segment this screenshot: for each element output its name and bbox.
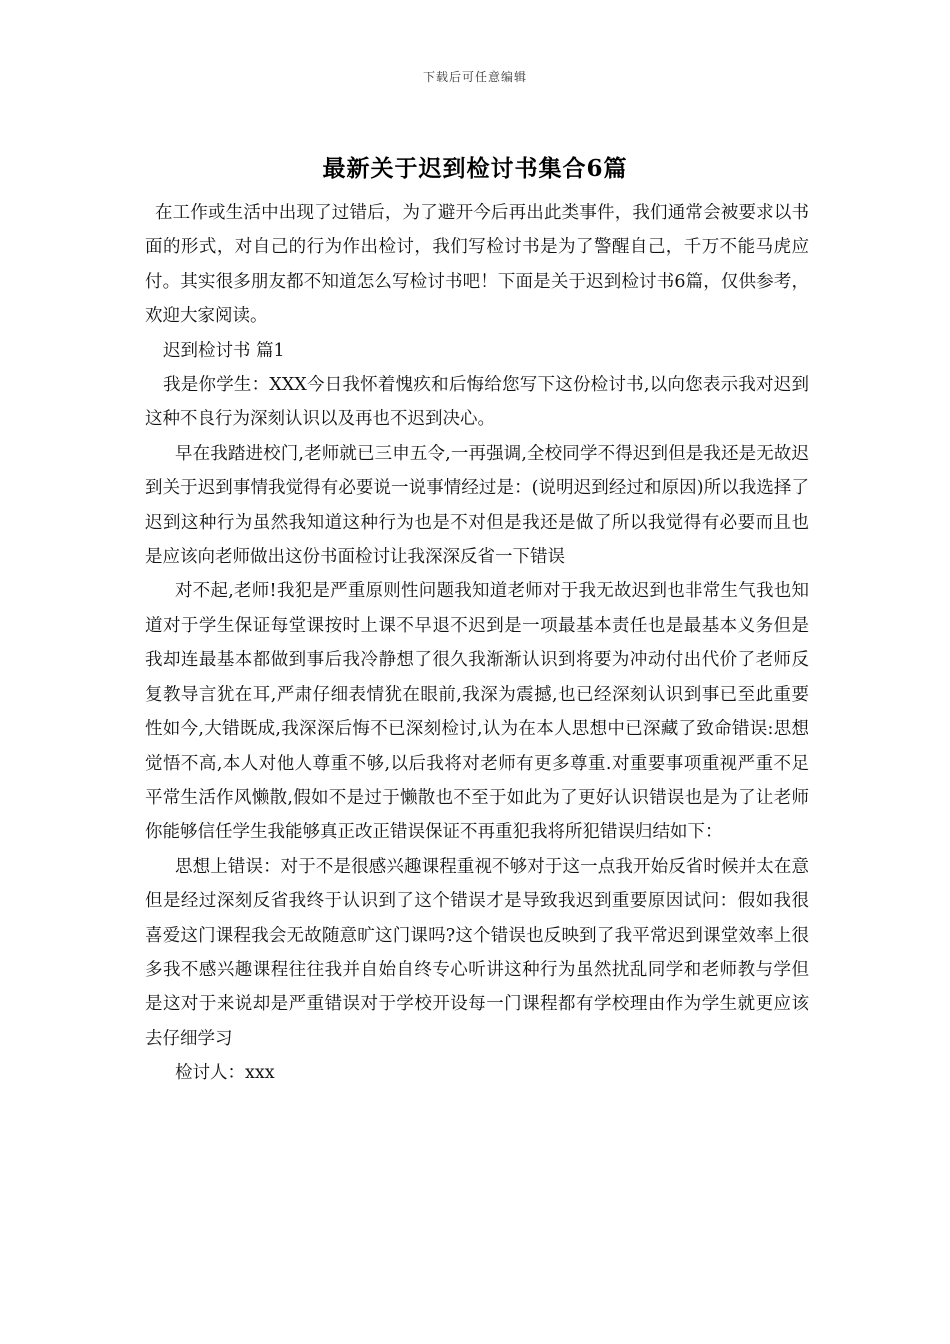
intro-paragraph: 在工作或生活中出现了过错后，为了避开今后再出此类事件，我们通常会被要求以书面的形式，对自己的行为作出检讨，我们写检讨书是为了警醒自己，千万不能马虎应付。其实很多朋友都不知道怎么写检讨书吧！下面是关于迟到检讨书6篇，仅供参考，欢迎大家阅读。 xyxy=(145,203,809,327)
signature: 检讨人：xxx xyxy=(175,1063,275,1084)
paragraph-1: 我是你学生：XXX今日我怀着愧疚和后悔给您写下这份检讨书,以向您表示我对迟到这种不良行为深刻认识以及再也不迟到决心。 xyxy=(145,375,809,430)
section-heading: 迟到检讨书 篇1 xyxy=(163,340,285,361)
document-title: 最新关于迟到检讨书集合6篇 xyxy=(322,155,628,182)
paragraph-4: 思想上错误：对于不是很感兴趣课程重视不够对于这一点我开始反省时候并太在意但是经过深刻反省我终于认识到了这个错误才是导致我迟到重要原因试问：假如我很喜爱这门课程我会无故随意旷这门课吗?这个错误也反映到了我平常迟到课堂效率上很多我不感兴趣课程往往我并自始自终专心听讲这种行为虽然扰乱同学和老师教与学但是这对于来说却是严重错误对于学校开设每一门课程都有学校理由作为学生就更应该去仔细学习 xyxy=(145,856,809,1049)
document-body xyxy=(145,196,809,1091)
header-note: 下载后可任意编辑 xyxy=(422,70,527,84)
paragraph-3: 对不起,老师!我犯是严重原则性问题我知道老师对于我无故迟到也非常生气我也知道对于学生保证每堂课按时上课不早退不迟到是一项最基本责任也是最基本义务但是我却连最基本都做到事后我冷静想了很久我渐渐认识到将要为冲动付出代价了老师反复教导言犹在耳,严肃仔细表情犹在眼前,我深为震撼,也已经深刻认识到事已至此重要性如今,大错既成,我深深后悔不已深刻检讨,认为在本人思想中已深藏了致命错误:思想觉悟不高,本人对他人尊重不够,以后我将对老师有更多尊重.对重要事项重视严重不足平常生活作风懒散,假如不是过于懒散也不至于如此为了更好认识错误也是为了让老师你能够信任学生我能够真正改正错误保证不再重犯我将所犯错误归结如下： xyxy=(145,581,809,843)
paragraph-2: 早在我踏进校门,老师就已三申五令,一再强调,全校同学不得迟到但是我还是无故迟到关于迟到事情我觉得有必要说一说事情经过是：(说明迟到经过和原因)所以我选择了迟到这种行为虽然我知道这种行为也是不对但是我还是做了所以我觉得有必要而且也是应该向老师做出这份书面检讨让我深深反省一下错误 xyxy=(145,443,809,568)
